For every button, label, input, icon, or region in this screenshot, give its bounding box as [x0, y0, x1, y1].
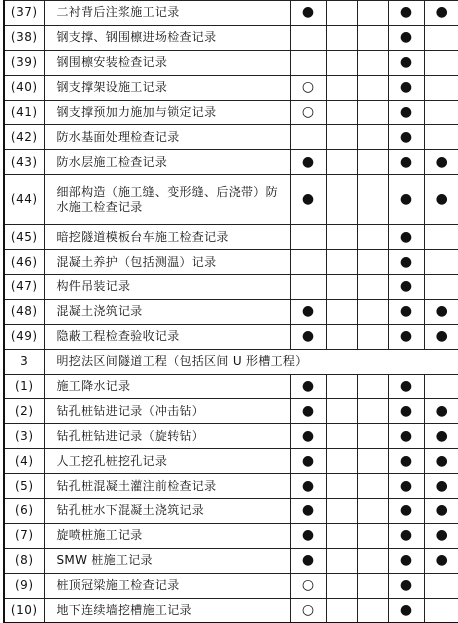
filled-circle-icon: ● — [435, 153, 448, 170]
filled-circle-icon: ● — [399, 552, 413, 569]
record-name: 钻孔桩水下混凝土浇筑记录 — [44, 499, 290, 524]
filled-circle-icon: ● — [399, 104, 413, 120]
mark-cell — [290, 275, 326, 300]
filled-circle-icon: ● — [301, 153, 315, 170]
section-title: 明挖法区间隧道工程（包括区间 U 形槽工程） — [44, 349, 458, 374]
filled-circle-icon: ● — [399, 79, 413, 96]
mark-cell — [357, 225, 388, 250]
record-name: 钢支撑预加力施加与锁定记录 — [44, 100, 290, 125]
record-name: 构件吊装记录 — [44, 275, 290, 300]
mark-cell — [388, 573, 424, 598]
record-name: 钻孔桩钻进记录（旋转钻） — [44, 424, 290, 449]
record-name: 施工降水记录 — [44, 374, 290, 399]
table-row — [4, 324, 458, 349]
mark-cell — [326, 548, 357, 573]
table-row — [4, 75, 458, 100]
mark-cell — [424, 523, 458, 548]
mark-cell — [357, 299, 388, 324]
mark-cell — [290, 25, 326, 50]
mark-cell — [326, 573, 357, 598]
mark-cell — [388, 523, 424, 548]
row-number: (1) — [4, 374, 44, 399]
row-number: (48) — [4, 299, 44, 324]
mark-cell — [388, 125, 424, 150]
record-name: 地下连续墙挖槽施工记录 — [44, 598, 290, 623]
filled-circle-icon: ● — [399, 601, 413, 618]
mark-cell — [290, 499, 326, 524]
mark-cell — [290, 100, 326, 125]
mark-cell — [326, 150, 357, 175]
table-row — [4, 424, 458, 449]
mark-cell — [326, 250, 357, 275]
filled-circle-icon: ● — [399, 527, 413, 544]
table-row — [4, 449, 458, 474]
mark-cell — [388, 598, 424, 623]
row-number: (44) — [4, 175, 44, 225]
table-row — [4, 499, 458, 524]
table-row — [4, 225, 458, 250]
record-name: 混凝土养护（包括测温）记录 — [44, 250, 290, 275]
mark-cell — [290, 449, 326, 474]
mark-cell — [357, 75, 388, 100]
mark-cell — [388, 50, 424, 75]
record-name: 钢支撑架设施工记录 — [44, 75, 290, 100]
record-name: 隐蔽工程检查验收记录 — [44, 324, 290, 349]
mark-cell — [424, 324, 458, 349]
mark-cell — [290, 50, 326, 75]
record-name: 混凝土浇筑记录 — [44, 299, 290, 324]
mark-cell — [326, 25, 357, 50]
row-number: (42) — [4, 125, 44, 150]
mark-cell — [326, 1, 357, 26]
row-number: (7) — [4, 523, 44, 548]
record-name: 防水层施工检查记录 — [44, 150, 290, 175]
row-number: (49) — [4, 324, 44, 349]
mark-cell — [388, 449, 424, 474]
filled-circle-icon: ● — [399, 402, 413, 419]
open-circle-icon: ○ — [301, 79, 315, 96]
filled-circle-icon: ● — [399, 477, 413, 494]
mark-cell — [424, 399, 458, 424]
mark-cell — [326, 424, 357, 449]
filled-circle-icon: ● — [301, 303, 315, 320]
row-number: (38) — [4, 25, 44, 50]
mark-cell — [326, 449, 357, 474]
table-row — [4, 275, 458, 300]
filled-circle-icon: ● — [301, 527, 315, 544]
record-name: 桩顶冠梁施工检查记录 — [44, 573, 290, 598]
filled-circle-icon: ● — [301, 4, 315, 21]
filled-circle-icon: ● — [399, 128, 413, 145]
table-row — [4, 598, 458, 623]
mark-cell — [388, 225, 424, 250]
mark-cell — [388, 175, 424, 225]
mark-cell — [357, 25, 388, 50]
filled-circle-icon: ● — [399, 452, 413, 469]
mark-cell — [388, 374, 424, 399]
mark-cell — [388, 474, 424, 499]
filled-circle-icon: ● — [435, 452, 448, 469]
mark-cell — [424, 374, 458, 399]
mark-cell — [424, 275, 458, 300]
record-name: 细部构造（施工缝、变形缝、后浇带）防水施工检查记录 — [44, 175, 290, 225]
mark-cell — [388, 250, 424, 275]
table-row — [4, 474, 458, 499]
mark-cell — [388, 548, 424, 573]
row-number: (37) — [4, 1, 44, 26]
mark-cell — [424, 474, 458, 499]
record-name: 旋喷桩施工记录 — [44, 523, 290, 548]
table-row — [4, 150, 458, 175]
record-name: 人工挖孔桩挖孔记录 — [44, 449, 290, 474]
mark-cell — [290, 573, 326, 598]
open-circle-icon: ○ — [301, 104, 315, 120]
filled-circle-icon: ● — [435, 427, 448, 444]
row-number: (40) — [4, 75, 44, 100]
mark-cell — [424, 150, 458, 175]
row-number: (6) — [4, 499, 44, 524]
mark-cell — [357, 598, 388, 623]
row-number: (43) — [4, 150, 44, 175]
mark-cell — [290, 225, 326, 250]
mark-cell — [388, 499, 424, 524]
section-row — [4, 349, 458, 374]
record-name: 钢支撑、钢围檩进场检查记录 — [44, 25, 290, 50]
mark-cell — [424, 175, 458, 225]
mark-cell — [424, 424, 458, 449]
mark-cell — [326, 125, 357, 150]
mark-cell — [326, 324, 357, 349]
mark-cell — [326, 598, 357, 623]
filled-circle-icon: ● — [435, 328, 448, 345]
mark-cell — [290, 374, 326, 399]
mark-cell — [424, 499, 458, 524]
filled-circle-icon: ● — [301, 378, 315, 395]
filled-circle-icon: ● — [399, 502, 413, 519]
mark-cell — [357, 1, 388, 26]
row-number: (4) — [4, 449, 44, 474]
filled-circle-icon: ● — [399, 427, 413, 444]
mark-cell — [357, 399, 388, 424]
filled-circle-icon: ● — [435, 303, 448, 320]
mark-cell — [357, 50, 388, 75]
mark-cell — [388, 324, 424, 349]
row-number: (3) — [4, 424, 44, 449]
mark-cell — [290, 523, 326, 548]
filled-circle-icon: ● — [399, 4, 413, 21]
table-row — [4, 299, 458, 324]
mark-cell — [357, 424, 388, 449]
table-row — [4, 399, 458, 424]
mark-cell — [424, 598, 458, 623]
filled-circle-icon: ● — [435, 477, 448, 494]
filled-circle-icon: ● — [435, 402, 448, 419]
mark-cell — [388, 1, 424, 26]
mark-cell — [326, 474, 357, 499]
table-body — [4, 1, 458, 623]
table-row — [4, 125, 458, 150]
mark-cell — [290, 75, 326, 100]
table-row — [4, 250, 458, 275]
row-number: (2) — [4, 399, 44, 424]
mark-cell — [357, 548, 388, 573]
filled-circle-icon: ● — [435, 4, 448, 21]
mark-cell — [326, 499, 357, 524]
mark-cell — [290, 299, 326, 324]
filled-circle-icon: ● — [301, 452, 315, 469]
row-number: (41) — [4, 100, 44, 125]
record-name: 钻孔桩混凝土灌注前检查记录 — [44, 474, 290, 499]
mark-cell — [424, 449, 458, 474]
row-number: (9) — [4, 573, 44, 598]
mark-cell — [326, 175, 357, 225]
mark-cell — [290, 125, 326, 150]
table-row — [4, 175, 458, 225]
filled-circle-icon: ● — [399, 303, 413, 320]
table-row — [4, 374, 458, 399]
filled-circle-icon: ● — [435, 502, 448, 519]
record-name: 暗挖隧道模板台车施工检查记录 — [44, 225, 290, 250]
mark-cell — [424, 250, 458, 275]
mark-cell — [326, 100, 357, 125]
table-row — [4, 25, 458, 50]
filled-circle-icon: ● — [301, 328, 315, 345]
table-row — [4, 573, 458, 598]
filled-circle-icon: ● — [301, 191, 315, 208]
open-circle-icon: ○ — [301, 601, 315, 618]
mark-cell — [326, 374, 357, 399]
mark-cell — [388, 424, 424, 449]
mark-cell — [424, 50, 458, 75]
record-name: 钻孔桩钻进记录（冲击钻） — [44, 399, 290, 424]
mark-cell — [424, 548, 458, 573]
mark-cell — [357, 449, 388, 474]
mark-cell — [290, 250, 326, 275]
filled-circle-icon: ● — [301, 502, 315, 519]
mark-cell — [290, 424, 326, 449]
mark-cell — [388, 75, 424, 100]
mark-cell — [326, 75, 357, 100]
mark-cell — [424, 75, 458, 100]
filled-circle-icon: ● — [399, 54, 413, 71]
mark-cell — [290, 1, 326, 26]
mark-cell — [326, 299, 357, 324]
record-name: 防水基面处理检查记录 — [44, 125, 290, 150]
filled-circle-icon: ● — [399, 191, 413, 208]
record-name: SMW 桩施工记录 — [44, 548, 290, 573]
record-name: 钢围檩安装检查记录 — [44, 50, 290, 75]
mark-cell — [424, 100, 458, 125]
mark-cell — [290, 150, 326, 175]
mark-cell — [290, 324, 326, 349]
mark-cell — [326, 399, 357, 424]
mark-cell — [357, 275, 388, 300]
mark-cell — [357, 573, 388, 598]
row-number: 3 — [4, 349, 44, 374]
table-row — [4, 523, 458, 548]
filled-circle-icon: ● — [399, 577, 413, 594]
table-row — [4, 100, 458, 125]
mark-cell — [290, 598, 326, 623]
open-circle-icon: ○ — [301, 577, 315, 594]
filled-circle-icon: ● — [399, 278, 413, 295]
table-row — [4, 50, 458, 75]
row-number: (47) — [4, 275, 44, 300]
mark-cell — [424, 125, 458, 150]
mark-cell — [388, 399, 424, 424]
mark-cell — [388, 275, 424, 300]
mark-cell — [290, 474, 326, 499]
mark-cell — [357, 324, 388, 349]
filled-circle-icon: ● — [399, 378, 413, 395]
filled-circle-icon: ● — [435, 527, 448, 544]
construction-records-table — [3, 0, 458, 623]
mark-cell — [290, 548, 326, 573]
mark-cell — [424, 299, 458, 324]
row-number: (10) — [4, 598, 44, 623]
mark-cell — [357, 474, 388, 499]
mark-cell — [357, 125, 388, 150]
mark-cell — [290, 175, 326, 225]
filled-circle-icon: ● — [301, 427, 315, 444]
mark-cell — [388, 299, 424, 324]
mark-cell — [357, 175, 388, 225]
record-name: 二衬背后注浆施工记录 — [44, 1, 290, 26]
filled-circle-icon: ● — [399, 29, 413, 46]
mark-cell — [424, 1, 458, 26]
mark-cell — [388, 25, 424, 50]
filled-circle-icon: ● — [435, 552, 448, 569]
mark-cell — [357, 374, 388, 399]
mark-cell — [424, 573, 458, 598]
filled-circle-icon: ● — [435, 191, 448, 208]
mark-cell — [424, 225, 458, 250]
mark-cell — [326, 523, 357, 548]
mark-cell — [424, 25, 458, 50]
row-number: (8) — [4, 548, 44, 573]
mark-cell — [388, 100, 424, 125]
filled-circle-icon: ● — [301, 477, 315, 494]
row-number: (46) — [4, 250, 44, 275]
mark-cell — [357, 100, 388, 125]
filled-circle-icon: ● — [399, 253, 413, 270]
mark-cell — [326, 225, 357, 250]
filled-circle-icon: ● — [301, 402, 315, 419]
mark-cell — [326, 275, 357, 300]
filled-circle-icon: ● — [301, 552, 315, 569]
mark-cell — [357, 250, 388, 275]
table-row — [4, 548, 458, 573]
mark-cell — [357, 499, 388, 524]
mark-cell — [357, 150, 388, 175]
mark-cell — [357, 523, 388, 548]
mark-cell — [290, 399, 326, 424]
filled-circle-icon: ● — [399, 328, 413, 345]
filled-circle-icon: ● — [399, 153, 413, 170]
table-row — [4, 1, 458, 26]
mark-cell — [326, 50, 357, 75]
row-number: (5) — [4, 474, 44, 499]
row-number: (39) — [4, 50, 44, 75]
row-number: (45) — [4, 225, 44, 250]
mark-cell — [388, 150, 424, 175]
filled-circle-icon: ● — [399, 228, 413, 245]
